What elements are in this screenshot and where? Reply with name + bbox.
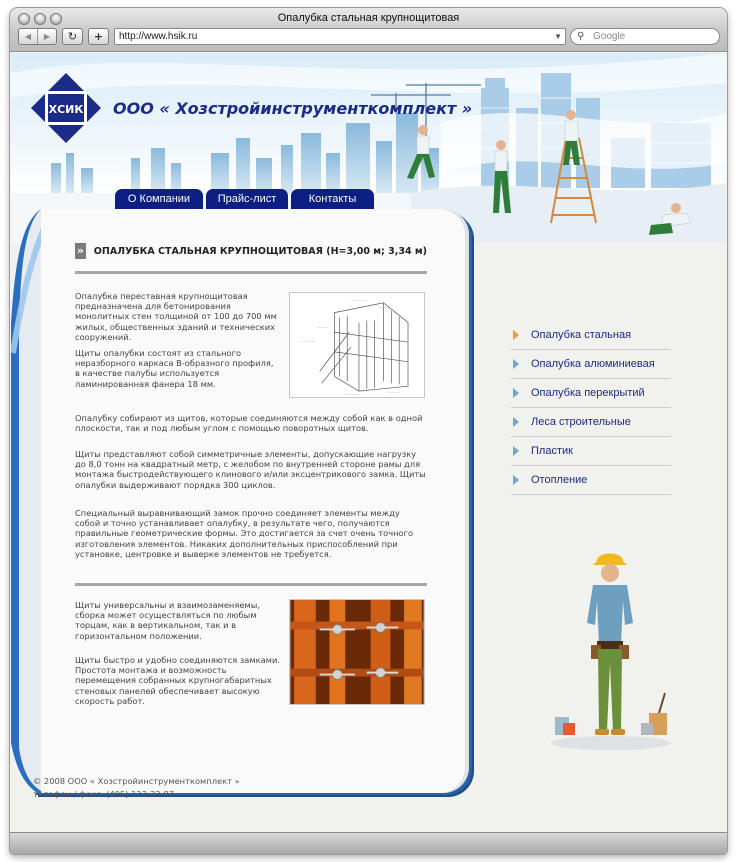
search-input[interactable]: [570, 28, 720, 45]
url-text: http://www.hsik.ru: [119, 31, 198, 42]
logo-text: ХСИК: [48, 103, 84, 116]
paragraph-load: Щиты представляют собой симметричные элементы, допускающие нагрузку до 8,0 тонн на квадратный метр, с желобом по внутренней стороне рамы для монтажа быстродействующего клинового и/или эксцентрикового замка. Щиты опалубки выдерживают порядка 300 циклов.: [75, 449, 426, 490]
reload-button[interactable]: [62, 28, 83, 45]
page-viewport: [11, 53, 726, 853]
triangle-right-icon: [513, 475, 519, 485]
svg-text:— — —: — — —: [317, 325, 329, 330]
search-placeholder: Google: [593, 31, 626, 42]
back-button[interactable]: ◀: [19, 29, 38, 44]
paragraph-lock: Специальный выравнивающий замок прочно соединяет элементы между собой и точно устанавливает опалубку, в результате чего, получаются правильные геометрические формы. Это достигается за счет очень точного изготовления элементов. Никаких дополнительных приспособлений при установке, центровке и выверке элементов не требуется.: [75, 508, 414, 559]
tab-contacts[interactable]: Контакты: [291, 189, 374, 209]
forward-button[interactable]: ▶: [43, 32, 51, 41]
back-forward-buttons: [18, 28, 57, 45]
paragraph-speed: Щиты быстро и удобно соединяются замками. Простота монтажа и возможность перемещения собранных крупногабаритных стеновых панелей обеспечивает высокую скорость работ.: [75, 655, 280, 706]
svg-text:— — —: — — —: [388, 390, 400, 395]
builder-illustration: [541, 553, 681, 753]
triangle-right-icon: [513, 446, 519, 456]
reload-icon: ↻: [67, 30, 78, 43]
nav-item-aluminium-formwork[interactable]: [511, 350, 671, 379]
plus-icon: +: [93, 30, 104, 43]
svg-text:— — —: — — —: [378, 305, 390, 310]
tab-about[interactable]: О Компании: [115, 189, 203, 209]
tab-price-list[interactable]: Прайс-лист: [206, 189, 288, 209]
paragraph-frame: Щиты опалубки состоят из стального неразборного каркаса В-образного профиля, в качестве палубы используется ламинированная фанера 18 мм.: [75, 348, 274, 389]
company-logo[interactable]: [31, 73, 101, 143]
triangle-right-icon: [513, 330, 519, 340]
svg-text:— — — —: — — — —: [344, 392, 359, 397]
svg-text:— — — —: — — — —: [300, 339, 315, 344]
section-title: ОПАЛУБКА СТАЛЬНАЯ КРУПНОЩИТОВАЯ (Н=3,00 м; 3,34 м): [93, 245, 427, 257]
triangle-right-icon: [513, 388, 519, 398]
window-bottom-bar: [10, 832, 727, 854]
section-divider-top: [75, 271, 427, 274]
paragraph-universal: Щиты универсальны и взаимозаменяемы, сборка может осуществляться по любым торцам, как в вертикальном, так и в горизонтальном положении.: [75, 600, 260, 641]
company-name: ООО « Хозстройинструменткомплект »: [113, 99, 473, 118]
double-arrow-icon: »: [76, 244, 84, 257]
title-bar: [10, 8, 727, 52]
nav-item-slab-formwork[interactable]: [511, 379, 671, 408]
nav-item-scaffolding[interactable]: [511, 408, 671, 437]
nav-item-steel-formwork[interactable]: [511, 321, 671, 350]
chevron-down-icon[interactable]: ▼: [554, 32, 562, 41]
paragraph-assembly: Опалубку собирают из щитов, которые соединяются между собой как в одной плоскости, так и под любым углом с помощью поворотных щитов.: [75, 413, 423, 434]
category-nav: [511, 321, 671, 495]
footer-phone: телефон / факс: (495) 123-33-87: [33, 788, 175, 799]
browser-window: [10, 8, 727, 854]
triangle-right-icon: [513, 417, 519, 427]
nav-item-label: Опалубка стальная: [531, 329, 632, 341]
svg-text:— — — —: — — — —: [351, 297, 366, 302]
site-footer: [33, 775, 240, 800]
section-divider-middle: [75, 583, 427, 586]
nav-item-plastic[interactable]: [511, 437, 671, 466]
section-title-row: [75, 241, 427, 261]
nav-item-label: Пластик: [531, 445, 573, 457]
nav-item-label: Опалубка алюминиевая: [531, 358, 655, 370]
nav-item-label: Опалубка перекрытий: [531, 387, 645, 399]
search-icon: ⚲: [577, 31, 585, 42]
nav-item-heating[interactable]: [511, 466, 671, 495]
address-bar[interactable]: [114, 28, 566, 45]
footer-copyright: © 2008 ООО « Хозстройинструменткомплект »: [33, 776, 240, 786]
add-bookmark-button[interactable]: [88, 28, 109, 45]
formwork-diagram: [289, 292, 425, 398]
paragraph-intro: Опалубка переставная крупнощитовая предназначена для бетонирования монолитных стен толщиной от 100 до 700 мм жилых, общественных зданий и технических сооружений.: [75, 291, 277, 342]
paint-cans: [555, 693, 667, 735]
triangle-right-icon: [513, 359, 519, 369]
formwork-photo: [289, 599, 425, 705]
nav-item-label: Леса строительные: [531, 416, 631, 428]
book-spine: [11, 203, 41, 803]
nav-item-label: Отопление: [531, 474, 588, 486]
window-title: Опалубка стальная крупнощитовая: [277, 12, 460, 24]
